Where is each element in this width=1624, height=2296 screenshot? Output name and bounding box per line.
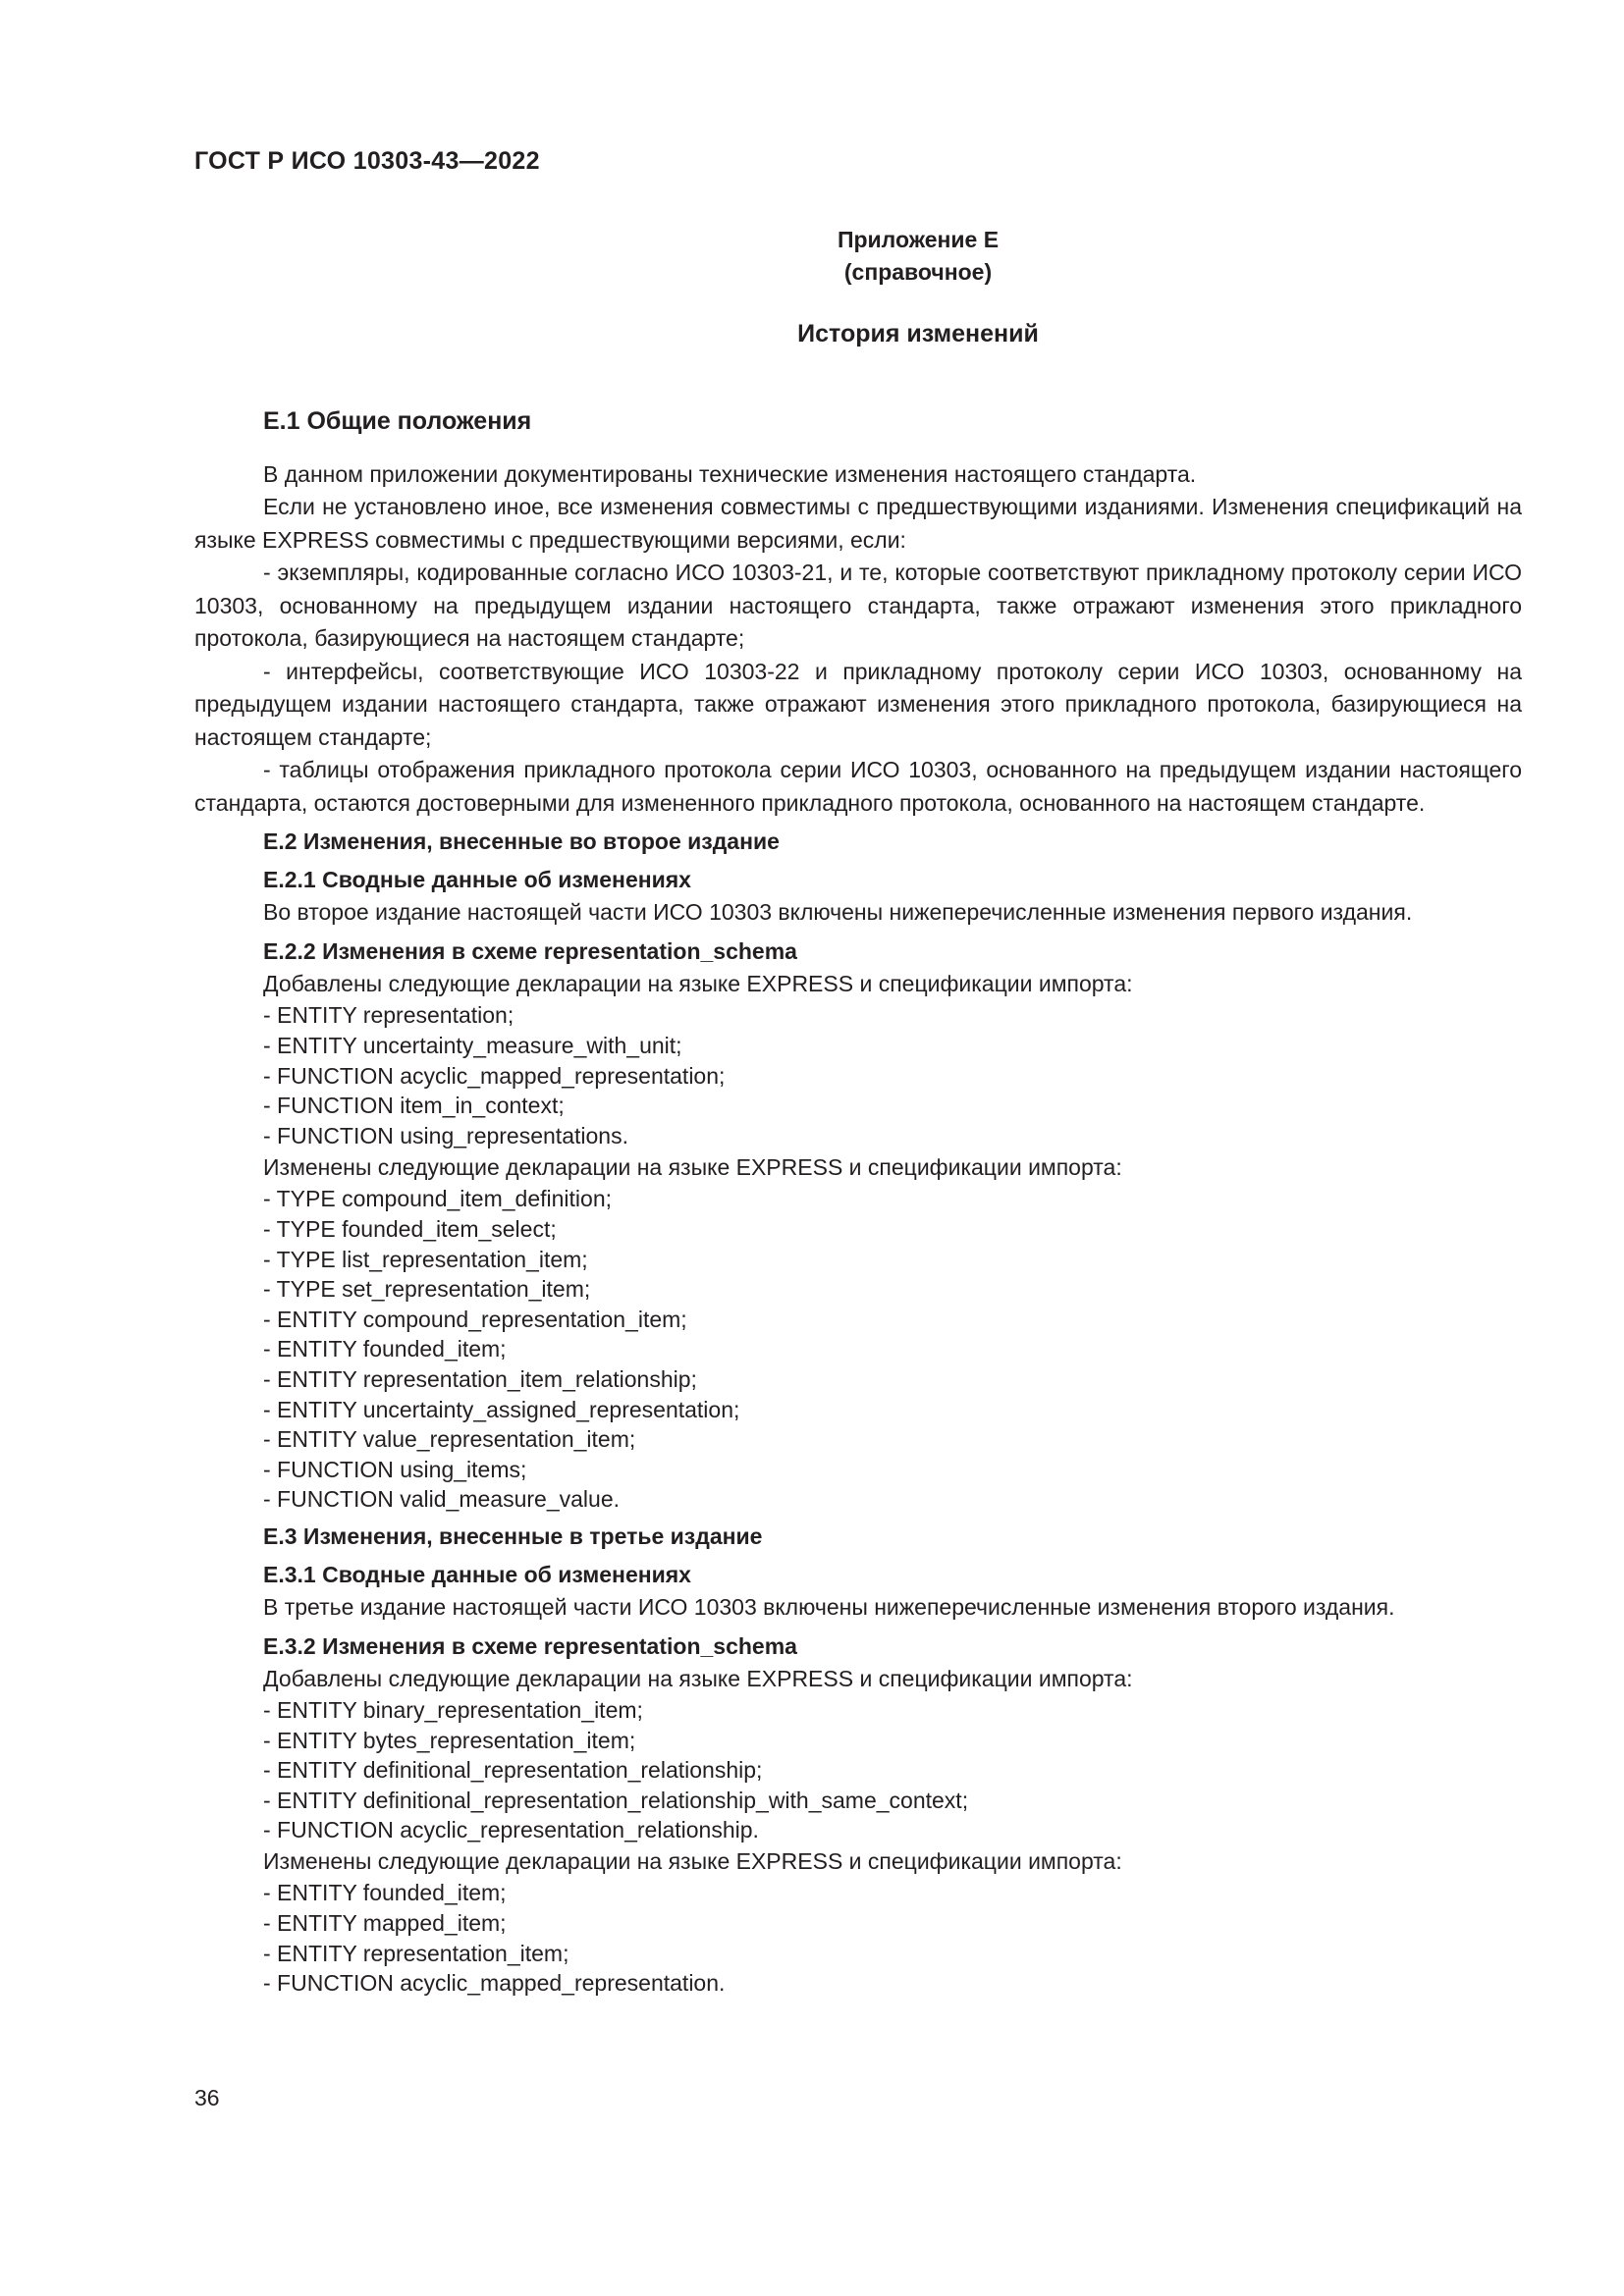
list-item: - TYPE founded_item_select;	[263, 1216, 557, 1243]
list-item: - ENTITY founded_item;	[263, 1880, 507, 1906]
list-item: - ENTITY representation;	[263, 1002, 514, 1028]
changed-declarations-list	[263, 1184, 1522, 1515]
list-item: - ENTITY compound_representation_item;	[263, 1306, 687, 1332]
list-item: - ENTITY binary_representation_item;	[263, 1697, 643, 1724]
list-item: - FUNCTION item_in_context;	[263, 1093, 565, 1119]
list-item: - ENTITY uncertainty_measure_with_unit;	[263, 1032, 682, 1058]
appendix-title: История изменений	[797, 320, 1039, 347]
list-intro: Добавлены следующие декларации на языке EXPRESS и спецификации импорта:	[263, 1665, 1133, 1691]
list-item: - FUNCTION acyclic_mapped_representation;	[263, 1062, 726, 1089]
list-item: - ENTITY value_representation_item;	[263, 1426, 636, 1453]
list-intro: Изменены следующие декларации на языке EXPRESS и спецификации импорта:	[263, 1153, 1122, 1180]
page-number: 36	[194, 2085, 220, 2110]
list-item: - FUNCTION using_items;	[263, 1456, 527, 1482]
paragraph: - экземпляры, кодированные согласно ИСО 10303-21, и те, которые соответствуют прикладному протоколу серии ИСО 10303, основанному на предыдущем издании настоящего стандарта, также отражают изменения этого прикладного протокола, базирующиеся на настоящем стандарте;	[194, 560, 1522, 651]
appendix-type: (справочное)	[843, 259, 993, 285]
list-item: - ENTITY representation_item_relationship;	[263, 1366, 697, 1393]
list-item: - ENTITY bytes_representation_item;	[263, 1727, 636, 1753]
paragraph: - таблицы отображения прикладного протокола серии ИСО 10303, основанного на предыдущем издании настоящего стандарта, остаются достоверными для измененного прикладного протокола, основанного на настоящем стандарте.	[194, 757, 1522, 816]
subsection-text: Во второе издание настоящей части ИСО 10303 включены нижеперечисленные изменения первого издания.	[263, 899, 1413, 925]
paragraph: Если не установлено иное, все изменения совместимы с предшествующими изданиями. Изменения спецификаций на языке EXPRESS совместимы с предшествующими версиями, если:	[194, 494, 1522, 553]
list-item: - FUNCTION using_representations.	[263, 1123, 628, 1149]
list-intro: Изменены следующие декларации на языке EXPRESS и спецификации импорта:	[263, 1847, 1122, 1874]
list-item: - TYPE set_representation_item;	[263, 1276, 591, 1303]
document-body	[194, 405, 1522, 1999]
list-item: - ENTITY uncertainty_assigned_representation;	[263, 1396, 740, 1422]
paragraph: - интерфейсы, соответствующие ИСО 10303-22 и прикладному протоколу серии ИСО 10303, основанному на предыдущем издании настоящего стандарта, также отражают изменения этого прикладного протокола, базирующиеся на настоящем стандарте;	[194, 658, 1522, 750]
added-declarations-list	[263, 1000, 1522, 1151]
list-item: - FUNCTION acyclic_representation_relationship.	[263, 1817, 759, 1843]
section-e3-heading: Е.3 Изменения, внесенные в третье издание	[263, 1523, 763, 1550]
appendix-label: Приложение Е	[837, 227, 1000, 252]
list-item: - FUNCTION acyclic_mapped_representation.	[263, 1970, 726, 1997]
subsection-e2-1-heading: Е.2.1 Сводные данные об изменениях	[263, 867, 691, 892]
appendix-header	[0, 224, 1624, 289]
section-e1-heading: Е.1 Общие положения	[263, 407, 532, 435]
list-item: - ENTITY definitional_representation_relationship;	[263, 1757, 763, 1784]
list-item: - ENTITY mapped_item;	[263, 1910, 507, 1937]
subsection-e3-1-heading: Е.3.1 Сводные данные об изменениях	[263, 1562, 691, 1588]
list-item: - TYPE list_representation_item;	[263, 1246, 588, 1272]
subsection-e2-2-heading: Е.2.2 Изменения в схеме representation_schema	[263, 937, 797, 964]
paragraph: В данном приложении документированы технические изменения настоящего стандарта.	[263, 460, 1197, 487]
subsection-e3-2-heading: Е.3.2 Изменения в схеме representation_schema	[263, 1632, 797, 1659]
list-item: - ENTITY founded_item;	[263, 1336, 507, 1362]
list-intro: Добавлены следующие декларации на языке EXPRESS и спецификации импорта:	[263, 970, 1133, 996]
list-item: - TYPE compound_item_definition;	[263, 1186, 612, 1212]
list-item: - FUNCTION valid_measure_value.	[263, 1486, 621, 1513]
list-item: - ENTITY definitional_representation_relationship_with_same_context;	[263, 1787, 969, 1813]
section-e2-heading: Е.2 Изменения, внесенные во второе издание	[263, 828, 780, 854]
changed-declarations-list	[263, 1878, 1522, 1998]
list-item: - ENTITY representation_item;	[263, 1940, 569, 1966]
subsection-text: В третье издание настоящей части ИСО 10303 включены нижеперечисленные изменения второго издания.	[263, 1594, 1395, 1621]
document-code: ГОСТ Р ИСО 10303-43—2022	[194, 147, 540, 175]
added-declarations-list	[263, 1695, 1522, 1845]
